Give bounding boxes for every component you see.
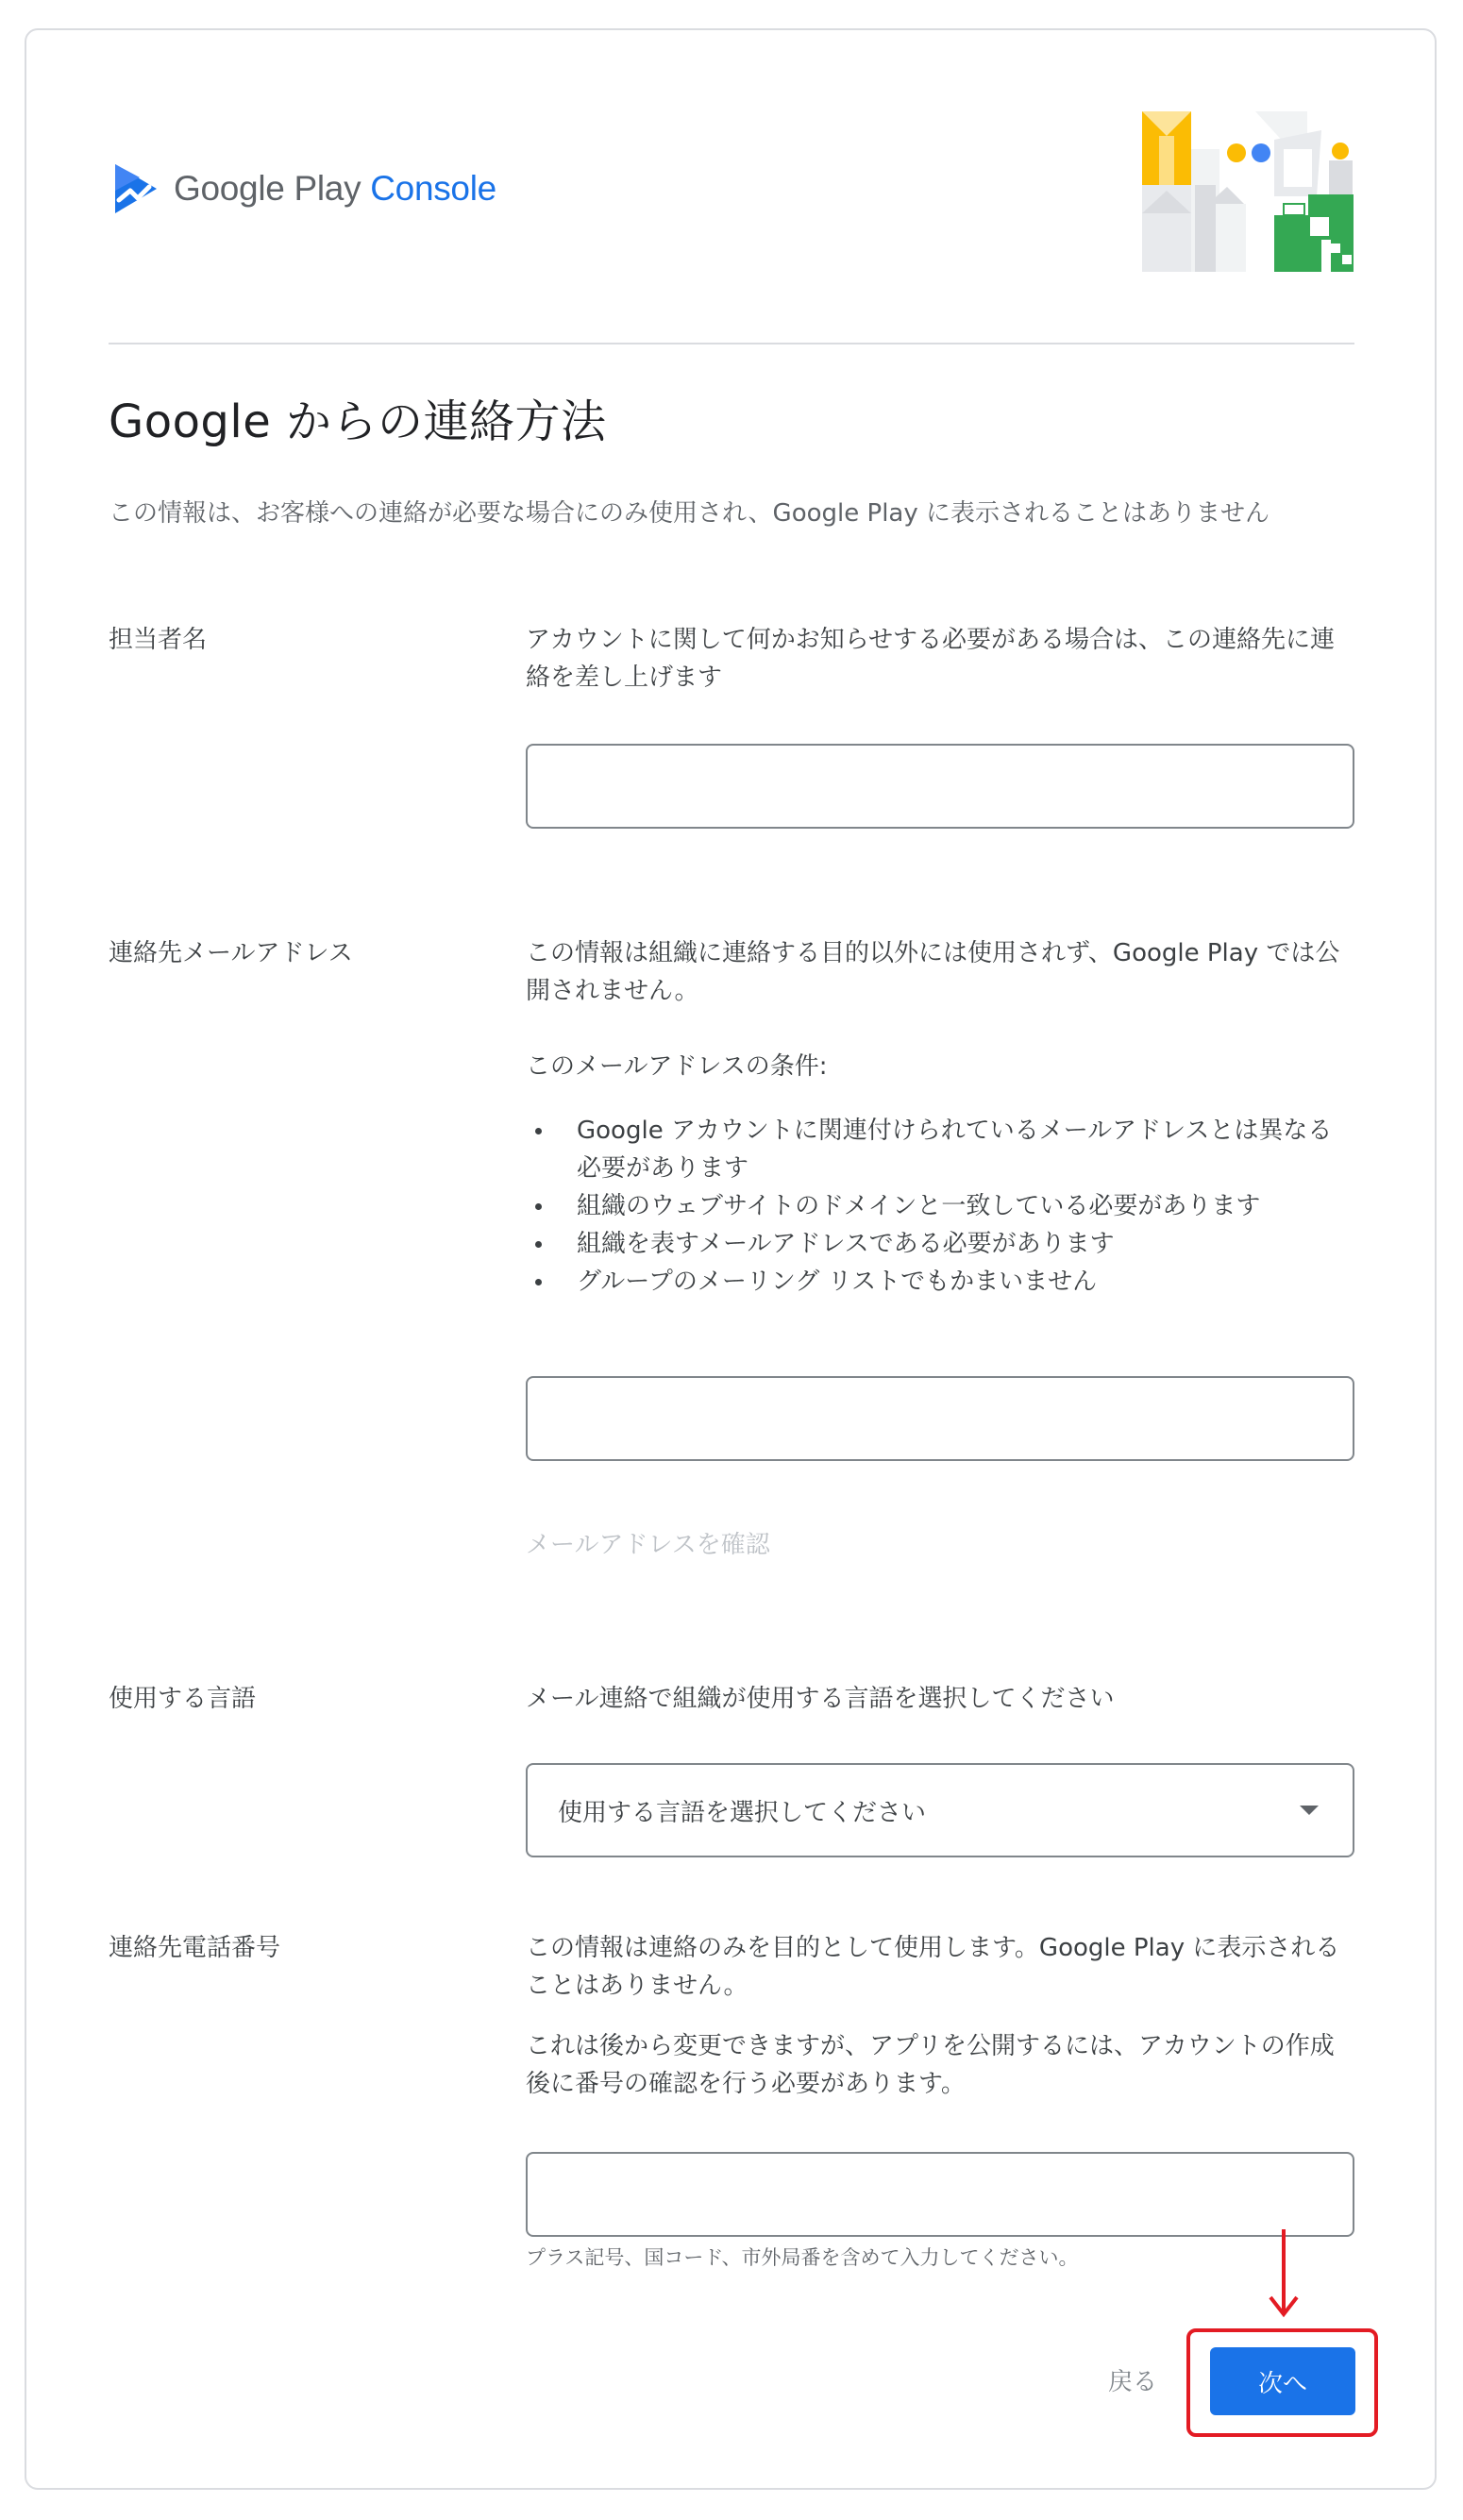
phone-description: この情報は連絡のみを目的として使用します。Google Play に表示されることはありません。 — [526, 1934, 1340, 2000]
language-description: メール連絡で組織が使用する言語を選択してください — [526, 1685, 1115, 1713]
email-conditions-list — [526, 1112, 1356, 1301]
confirm-email-link[interactable]: メールアドレスを確認 — [526, 1531, 770, 1559]
contact-email-input[interactable] — [526, 1376, 1354, 1461]
phone-helper-text: プラス記号、国コード、市外局番を含めて入力してください。 — [526, 2246, 1079, 2269]
page-title: Google からの連絡方法 — [109, 395, 607, 448]
play-console-logo — [111, 162, 496, 215]
contact-name-input[interactable] — [526, 744, 1354, 829]
contact-email-label: 連絡先メールアドレス — [109, 939, 353, 967]
play-console-logo-text: Google Play Console — [174, 169, 496, 208]
list-item: Google アカウントに関連付けられているメールアドレスとは異なる必要があります — [526, 1112, 1356, 1187]
phone-note: これは後から変更できますが、アプリを公開するには、アカウントの作成後に番号の確認を行う必要があります。 — [526, 2032, 1335, 2098]
play-console-logo-icon — [111, 162, 160, 215]
language-label: 使用する言語 — [109, 1685, 257, 1713]
chevron-down-icon — [1300, 1806, 1319, 1815]
page-intro: この情報は、お客様への連絡が必要な場合にのみ使用され、Google Play に表示されることはありません — [109, 499, 1270, 528]
list-item: 組織を表すメールアドレスである必要があります — [526, 1225, 1356, 1263]
list-item: 組織のウェブサイトのドメインと一致している必要があります — [526, 1187, 1356, 1225]
contact-name-description: アカウントに関して何かお知らせする必要がある場合は、この連絡先に連絡を差し上げます — [526, 626, 1335, 692]
header-illustration — [1142, 111, 1354, 272]
language-select[interactable] — [526, 1763, 1354, 1857]
phone-label: 連絡先電話番号 — [109, 1934, 281, 1962]
header-divider — [109, 343, 1354, 344]
contact-email-description: この情報は組織に連絡する目的以外には使用されず、Google Play では公開されません。 — [526, 939, 1340, 1005]
phone-input[interactable] — [526, 2152, 1354, 2237]
contact-name-label: 担当者名 — [109, 626, 208, 654]
language-select-value: 使用する言語を選択してください — [558, 1798, 927, 1827]
back-button[interactable]: 戻る — [1085, 2358, 1180, 2401]
next-button[interactable]: 次へ — [1210, 2347, 1355, 2415]
annotation-arrow-icon — [1265, 2227, 1303, 2322]
email-conditions-title: このメールアドレスの条件: — [526, 1052, 828, 1081]
list-item: グループのメーリング リストでもかまいません — [526, 1263, 1356, 1301]
